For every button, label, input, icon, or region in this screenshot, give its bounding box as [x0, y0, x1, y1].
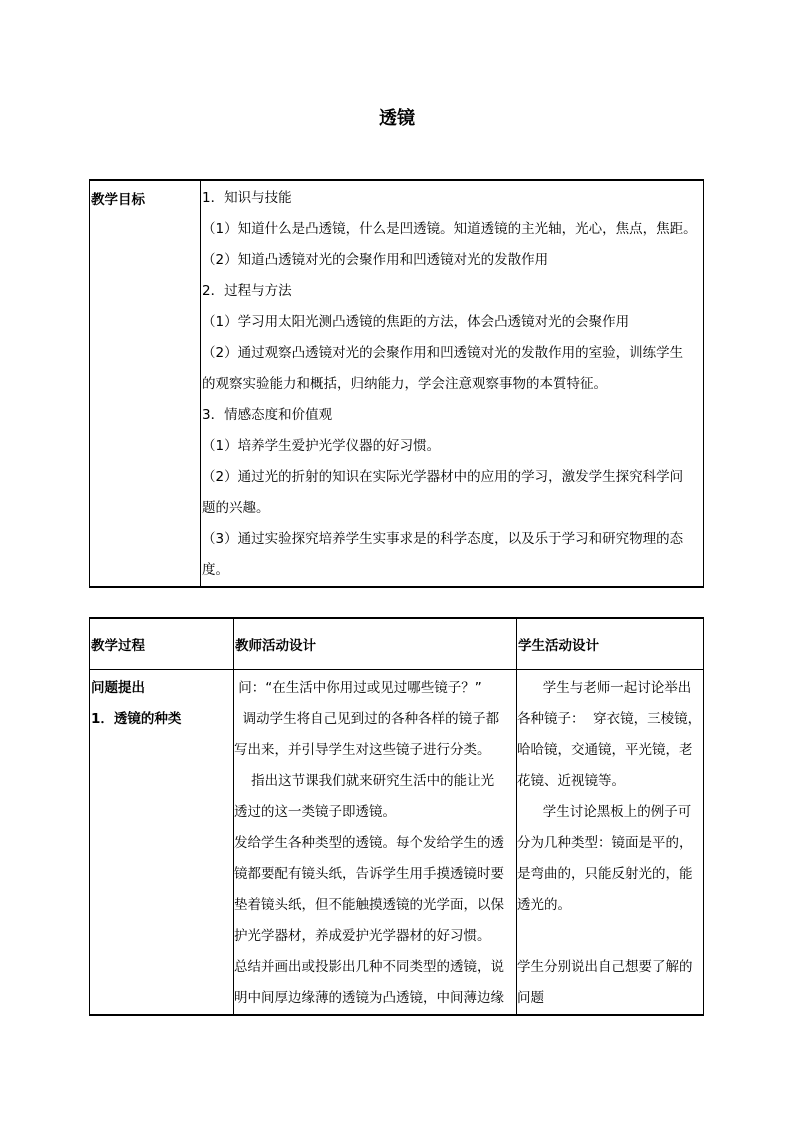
objective-line: 的观察实验能力和概括，归纳能力，学会注意观察事物的本質特征。 [202, 376, 607, 392]
process-body-row [90, 670, 704, 1016]
student-line: 各种镜子： 穿衣镜，三棱镜， [517, 711, 702, 727]
objectives-lines [202, 183, 703, 586]
objective-line: （3）通过实验探究培养学生实事求是的科学态度，以及乐于学习和研究物理的态 [202, 531, 684, 547]
student-line: 学生讨论黑板上的例子可 [517, 804, 692, 820]
student-line [517, 921, 703, 952]
student-line: 问题 [517, 990, 544, 1006]
page-title: 透镜 [379, 108, 415, 129]
teacher-line: 发给学生各种类型的透镜。每个发给学生的透 [234, 835, 504, 851]
process-header-teacher: 教师活动设计 [235, 638, 316, 654]
objective-line: （2）通过观察凸透镜对光的会聚作用和凹透镜对光的发散作用的室验，训练学生 [202, 345, 684, 361]
teacher-line: 总结并画出或投影出几种不同类型的透镜，说 [234, 959, 504, 975]
student-line: 花镜、近视镜等。 [517, 773, 625, 789]
process-header-stage: 教学过程 [91, 638, 145, 654]
student-line: 学生分别说出自己想要了解的 [517, 959, 693, 975]
process-table [89, 617, 704, 1016]
objective-line: 度。 [202, 562, 229, 578]
teacher-line: 垫着镜头纸，但不能触摸透镜的光学面，以保 [234, 897, 504, 913]
student-line: 透光的。 [517, 897, 571, 913]
objective-line: （2）知道凸透镜对光的会聚作用和凹透镜对光的发散作用 [202, 252, 549, 268]
teacher-line: 明中间厚边缘薄的透镜为凸透镜，中间薄边缘 [234, 990, 504, 1006]
objective-line: 1．知识与技能 [202, 190, 292, 206]
student-line: 分为几种类型：镜面是平的， [517, 835, 693, 851]
objectives-table [89, 179, 704, 588]
process-header-student: 学生活动设计 [518, 638, 599, 654]
student-line: 哈哈镜，交通镜，平光镜，老 [517, 742, 693, 758]
objective-line: （1）知道什么是凸透镜，什么是凹透镜。知道透镜的主光轴，光心，焦点，焦距。 [202, 221, 697, 237]
teacher-line: 透过的这一类镜子即透镜。 [234, 804, 396, 820]
teacher-line: 调动学生将自己见到过的各种各样的镜子都 [234, 711, 500, 727]
objectives-label: 教学目标 [91, 192, 145, 208]
objectives-content-cell [201, 180, 704, 587]
teacher-line: 写出来，并引导学生对这些镜子进行分类。 [234, 742, 491, 758]
teacher-line: 问：“在生活中你用过或见过哪些镜子？” [234, 680, 482, 696]
section-label-problem: 问题提出 [91, 680, 145, 696]
teacher-activity-cell [234, 670, 517, 1016]
teacher-line: 指出这节课我们就来研究生活中的能让光 [234, 773, 495, 789]
objective-line: （1）学习用太阳光测凸透镜的焦距的方法，体会凸透镜对光的会聚作用 [202, 314, 630, 330]
objectives-label-cell [90, 180, 201, 587]
teacher-line: 镜都要配有镜头纸，告诉学生用手摸透镜时要 [234, 866, 504, 882]
student-line: 是弯曲的，只能反射光的，能 [517, 866, 693, 882]
student-activity-cell [517, 670, 704, 1016]
process-header-row [90, 618, 704, 670]
teacher-line: 护光学器材，养成爱护光学器材的好习惯。 [234, 928, 491, 944]
objective-line: 题的兴趣。 [202, 500, 270, 516]
student-activity-lines [517, 673, 703, 1014]
objective-line: 2．过程与方法 [202, 283, 292, 299]
student-line: 学生与老师一起讨论举出 [517, 680, 692, 696]
objective-line: （1）培养学生爱护光学仪器的好习惯。 [202, 438, 441, 454]
process-stage-cell [90, 670, 234, 1016]
objective-line: （2）通过光的折射的知识在实际光学器材中的应用的学习，激发学生探究科学问 [202, 469, 684, 485]
objective-line: 3．情感态度和价值观 [202, 407, 333, 423]
section-label-lens-types: 1．透镜的种类 [91, 711, 182, 727]
teacher-activity-lines [234, 673, 516, 1014]
